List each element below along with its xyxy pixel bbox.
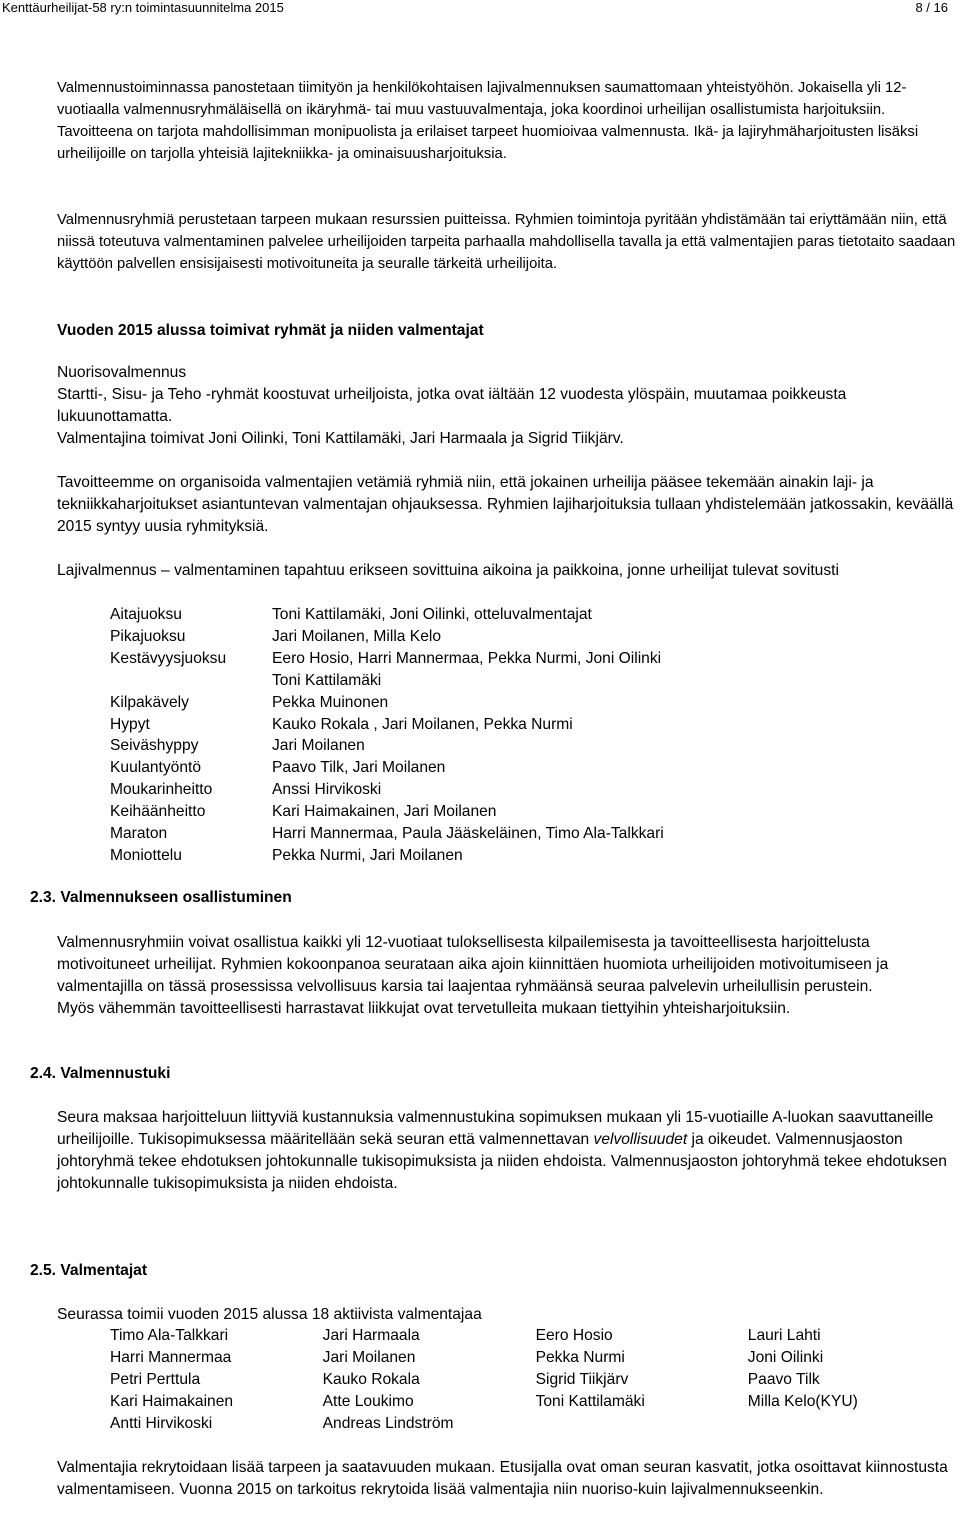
section-title: Valmentajat — [60, 1262, 148, 1279]
coach-name: Toni Kattilamäki — [535, 1392, 645, 1410]
coaches-table — [110, 1325, 960, 1435]
sport-intro-dash: – — [161, 562, 170, 579]
coach-name: Harri Mannermaa — [110, 1348, 232, 1366]
sport-coaches: Kauko Rokala , Jari Moilanen, Pekka Nurmi — [272, 715, 573, 733]
sport-name: Pikajuoksu — [110, 627, 186, 645]
coach-name: Jari Moilanen — [322, 1348, 416, 1366]
sport-row — [110, 626, 664, 648]
sport-coaches-part: otteluvalmentajat — [469, 606, 592, 623]
sport-coaches: Kari Haimakainen, Jari Moilanen — [272, 803, 497, 821]
youth-coaches: Valmentajina toimivat Joni Oilinki, Toni Kattilamäki, Jari Harmaala ja Sigrid Tiikjärv. — [57, 429, 624, 447]
sport-row — [110, 801, 664, 823]
sport-row — [110, 845, 664, 867]
coach-name: Lauri Lahti — [747, 1327, 821, 1344]
sport-coaches: Toni Kattilamäki — [272, 671, 382, 689]
sport-row — [110, 714, 664, 736]
sport-coaches: Paavo Tilk, Jari Moilanen — [272, 759, 446, 777]
sport-coaches: Jari Moilanen, Milla Kelo — [272, 627, 442, 645]
coaches-intro: Seurassa toimii vuoden 2015 alussa 18 aktiivista valmentajaa — [57, 1306, 482, 1323]
participation-paragraph: Valmennusryhmiin voivat osallistua kaikki yli 12-vuotiaat tuloksellisesta kilpailemisesta ja tavoitteellisesta harjoittelusta motivoituneet urheilijat. Ryhmien kokoonpanoa seurataan aika ajoin kiinnittäen huomiota urheilijoiden motivoitumiseen ja valmentajilla on tässä prosessissa velvollisuus karsia tai laajentaa ryhmäänsä seuraa palvelevin urheilullisin perustein. — [57, 934, 889, 995]
sport-row — [110, 692, 664, 714]
sport-name: Moniottelu — [110, 846, 182, 864]
support-text-italic: velvollisuudet — [593, 1130, 688, 1148]
section-title: Valmennukseen osallistuminen — [60, 889, 292, 906]
sport-name: Kestävyysjuoksu — [110, 649, 227, 667]
groups-heading: Vuoden 2015 alussa toimivat ryhmät ja niiden valmentajat — [57, 322, 484, 339]
sport-coaches: Pekka Muinonen — [272, 693, 389, 711]
coach-name: Timo Ala-Talkkari — [110, 1327, 229, 1344]
sport-coaches: Harri Mannermaa, Paula Jääskeläinen, Timo Ala-Talkkari — [272, 825, 664, 843]
sport-coaches: Eero Hosio, Harri Mannermaa, Pekka Nurmi, Joni Oilinki — [272, 649, 662, 667]
sport-name: Kuulantyöntö — [110, 759, 202, 777]
coach-name — [536, 1413, 748, 1435]
coach-name: Joni Oilinki — [747, 1348, 824, 1366]
sport-coach-table — [110, 604, 664, 867]
sport-coaches — [272, 604, 664, 626]
section-number: 2.3. — [30, 889, 57, 906]
document-title: Kenttäurheilijat-58 ry:n toimintasuunnitelma 2015 — [2, 0, 284, 15]
coaches-outro: Valmentajia rekrytoidaan lisää tarpeen ja saatavuuden mukaan. Etusijalla ovat oman seuran kasvatit, jotka osoittavat kiinnostusta valmentamiseen. Vuonna 2015 on tarkoitus rekrytoida lisää valmentajia niin nuoriso-kuin lajivalmennukseenkin. — [57, 1459, 948, 1498]
sport-row — [110, 735, 664, 757]
intro-paragraph-1: Valmennustoiminnassa panostetaan tiimityön ja henkilökohtaisen lajivalmennuksen saumattomaan yhteistyöhön. Jokaisella yli 12-vuotiaalla valmennusryhmäläisellä on ikäryhmä- tai muu vastuuvalmentaja, joka koordinoi urheilijan osallistumista harjoituksiin. Tavoitteena on tarjota mahdollisimman monipuolista ja erilaiset tarpeet huomioivaa valmennusta. Ikä- ja lajiryhmäharjoitusten lisäksi urheilijoille on tarjolla yhteisiä lajitekniikka- ja ominaisuusharjoituksia. — [57, 80, 919, 162]
coach-name: Jari Harmaala — [322, 1327, 420, 1344]
sport-row — [110, 604, 664, 626]
sport-coaches-part: Toni Kattilamäki, Joni Oilinki — [272, 606, 466, 623]
sport-row — [110, 757, 664, 779]
coach-name: Milla Kelo(KYU) — [747, 1392, 858, 1410]
youth-text: Startti-, Sisu- ja Teho -ryhmät koostuvat urheiljoista, jotka ovat iältään 12 vuodesta ylöspäin, muutamaa poikkeusta lukuunottamatta. — [57, 385, 847, 425]
section-2-4-heading — [30, 1063, 170, 1085]
coach-row — [110, 1325, 960, 1347]
sport-name: Moukarinheitto — [110, 781, 213, 799]
participation-note: Myös vähemmän tavoitteellisesti harrastavat liikkujat ovat tervetulleita mukaan tiettyihin yhteisharjoituksiin. — [57, 999, 791, 1017]
sport-name: Aitajuoksu — [110, 606, 182, 623]
coach-name: Sigrid Tiikjärv — [535, 1370, 629, 1388]
support-text-a: Seura maksaa harjoitteluun liittyviä kustannuksia valmennustukina sopimuksen mukaan yli 15-vuotiaille A-luokan saavuttaneille urheilijoille. Tukisopimuksessa määritellään sekä seuran että valmennettavan — [57, 1109, 934, 1148]
coach-name: Pekka Nurmi — [535, 1348, 625, 1366]
coach-row — [110, 1391, 960, 1413]
section-2-4-body — [57, 1107, 960, 1195]
sport-intro — [57, 560, 960, 582]
section-2-3-body — [57, 932, 960, 1020]
coach-name: Paavo Tilk — [747, 1370, 820, 1388]
section-2-3-heading — [30, 887, 292, 909]
page-header — [0, 0, 960, 22]
section-2-5-heading — [30, 1260, 147, 1282]
page-number: 8 / 16 — [915, 0, 948, 15]
section-number: 2.5. — [30, 1262, 57, 1279]
sport-row — [110, 823, 664, 845]
coach-row — [110, 1369, 960, 1391]
sport-row — [110, 670, 664, 692]
coach-name: Kari Haimakainen — [110, 1392, 234, 1410]
youth-section — [57, 362, 960, 450]
coach-row — [110, 1413, 960, 1435]
sport-coaches-comma: , — [465, 606, 470, 623]
sport-intro-term: Lajivalmennus — [57, 562, 157, 579]
sport-coaches: Jari Moilanen — [272, 737, 365, 755]
sport-coaches: Anssi Hirvikoski — [272, 781, 382, 799]
sport-row — [110, 648, 664, 670]
sport-name: Maraton — [110, 825, 168, 843]
coach-name: Petri Perttula — [110, 1370, 201, 1388]
sport-intro-text: valmentaminen tapahtuu erikseen sovittuina aikoina ja paikkoina, jonne urheilijat tulevat sovitusti — [174, 562, 839, 579]
youth-title: Nuorisovalmennus — [57, 364, 187, 381]
coach-row — [110, 1347, 960, 1369]
coach-name — [748, 1413, 960, 1435]
sport-name: Hypyt — [110, 715, 150, 733]
coach-name: Antti Hirvikoski — [110, 1414, 213, 1432]
sport-row — [110, 779, 664, 801]
groups-goal: Tavoitteemme on organisoida valmentajien vetämiä ryhmiä niin, että jokainen urheilija pääsee tekemään ainakin laji- ja tekniikkaharjoitukset asiantuntevan valmentajan ohjauksessa. Ryhmien lajiharjoituksia tullaan yhdistelemään jatkossakin, keväällä 2015 syntyy uusia ryhmityksiä. — [57, 474, 954, 535]
intro-paragraph-2: Valmennusryhmiä perustetaan tarpeen mukaan resurssien puitteissa. Ryhmien toimintoja pyritään yhdistämään tai eriyttämään niin, että niissä toteutuva valmentaminen palvelee urheilijoiden tarpeita parhaalla mahdollisella tavalla ja että valmentajien paras tietotaito saadaan käyttöön palvellen ensisijaisesti motivoituneita ja seuralle tärkeitä urheilijoita. — [57, 212, 956, 272]
sport-name: Seiväshyppy — [110, 737, 199, 755]
coach-name: Atte Loukimo — [322, 1392, 414, 1410]
section-number: 2.4. — [30, 1065, 57, 1082]
sport-name — [110, 670, 272, 692]
coach-name: Andreas Lindström — [322, 1414, 454, 1432]
section-title: Valmennustuki — [60, 1065, 171, 1082]
sport-coaches: Pekka Nurmi, Jari Moilanen — [272, 846, 463, 864]
coach-name: Kauko Rokala — [322, 1370, 420, 1388]
sport-name: Keihäänheitto — [110, 803, 206, 821]
support-text-b: ja oikeudet. Valmennusjaoston johtoryhmä tekee ehdotuksen johtokunnalle tukisopimuksista ja niiden ehdoista. Valmennusjaoston johtoryhmä tekee ehdotuksen johtokunnalle tukisopimuksista ja niiden ehdoista. — [57, 1130, 947, 1192]
sport-name: Kilpakävely — [110, 693, 189, 711]
coach-name: Eero Hosio — [535, 1327, 613, 1344]
